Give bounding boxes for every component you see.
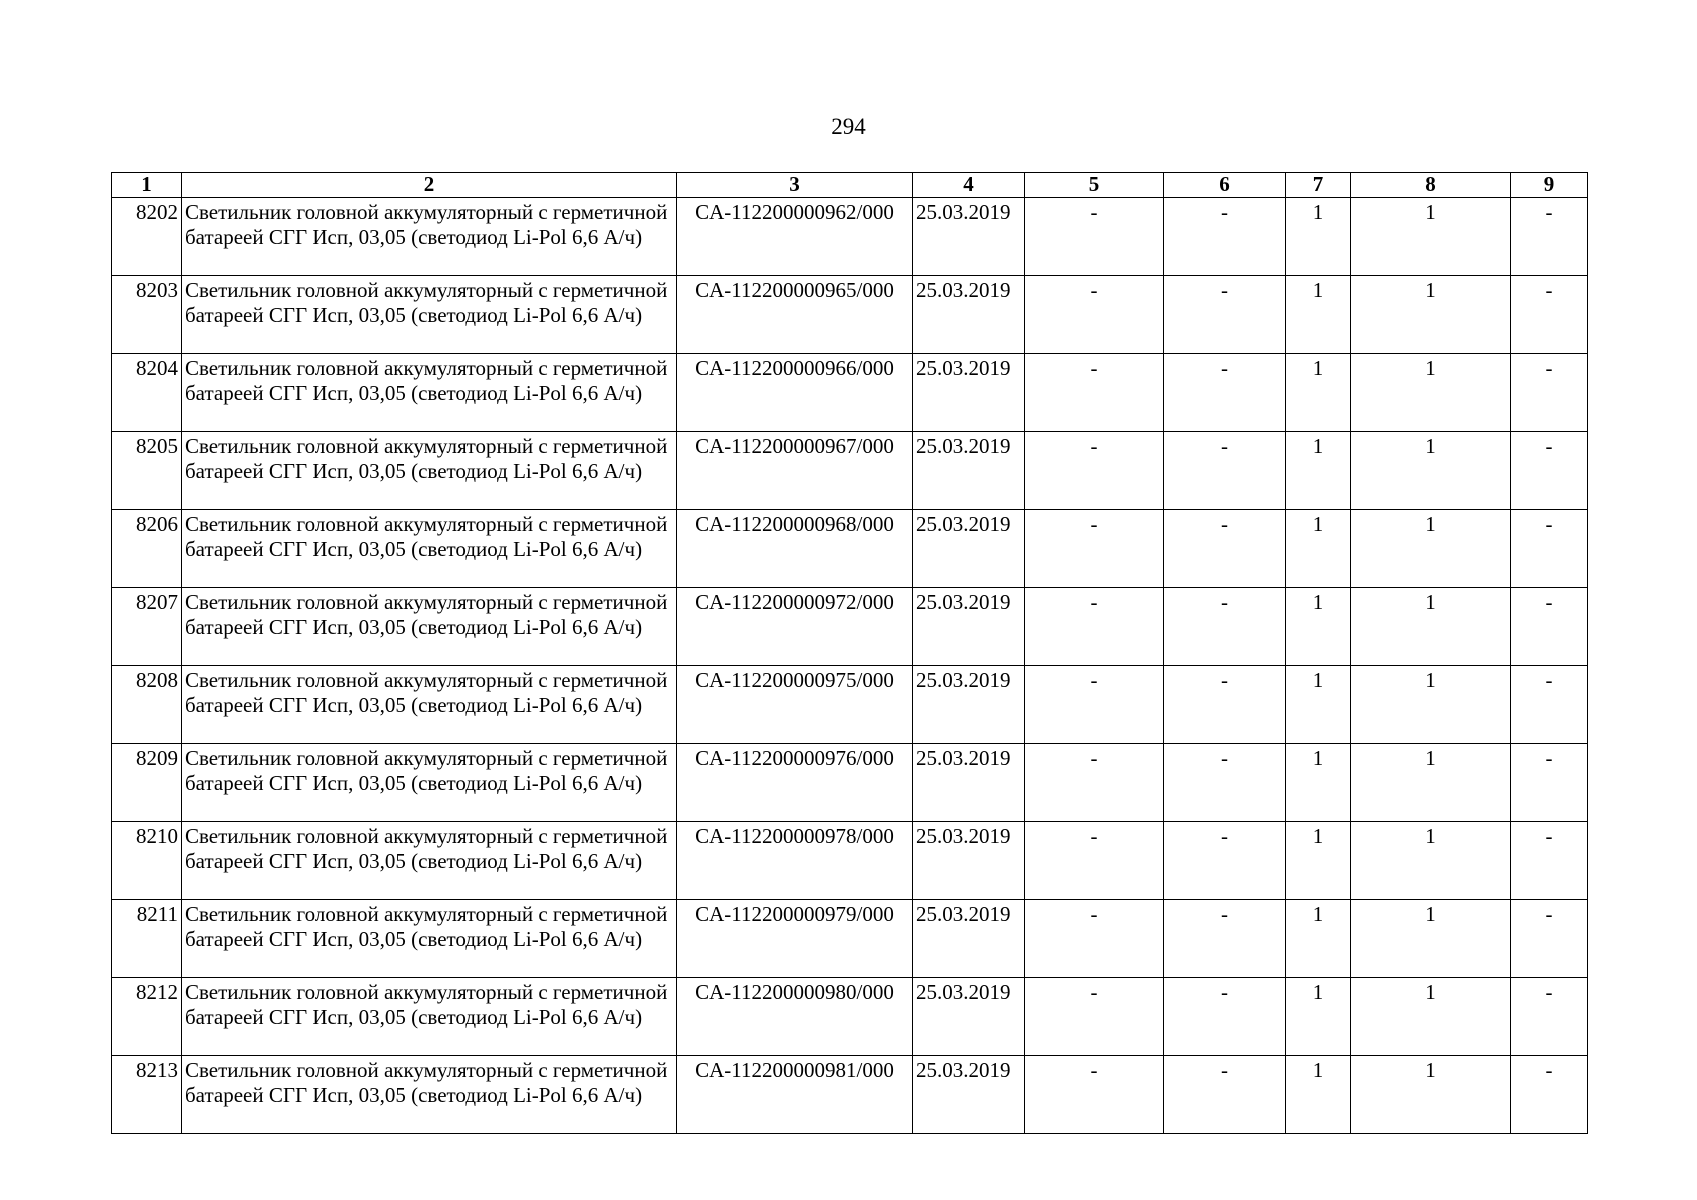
col6-cell: - — [1164, 978, 1286, 1056]
col7-cell: 1 — [1286, 432, 1351, 510]
col7-cell: 1 — [1286, 510, 1351, 588]
col8-cell: 1 — [1351, 510, 1511, 588]
date-cell: 25.03.2019 — [913, 1056, 1025, 1134]
header-cell: 3 — [677, 173, 913, 198]
col7-cell: 1 — [1286, 1056, 1351, 1134]
certificate-code-cell: CA-112200000980/000 — [677, 978, 913, 1056]
table-row — [112, 1056, 1588, 1134]
product-name-cell: Светильник головной аккумуляторный с герметичной батареей СГГ Исп, 03,05 (светодиод Li-Pol 6,6 А/ч) — [182, 432, 677, 510]
date-cell: 25.03.2019 — [913, 666, 1025, 744]
col5-cell: - — [1025, 900, 1164, 978]
col5-cell: - — [1025, 744, 1164, 822]
col7-cell: 1 — [1286, 978, 1351, 1056]
product-name-cell: Светильник головной аккумуляторный с герметичной батареей СГГ Исп, 03,05 (светодиод Li-Pol 6,6 А/ч) — [182, 510, 677, 588]
col6-cell: - — [1164, 588, 1286, 666]
col9-cell: - — [1511, 354, 1588, 432]
col6-cell: - — [1164, 432, 1286, 510]
col6-cell: - — [1164, 666, 1286, 744]
row-number-cell: 8202 — [112, 198, 182, 276]
product-name-cell: Светильник головной аккумуляторный с герметичной батареей СГГ Исп, 03,05 (светодиод Li-Pol 6,6 А/ч) — [182, 1056, 677, 1134]
row-number-cell: 8211 — [112, 900, 182, 978]
date-cell: 25.03.2019 — [913, 510, 1025, 588]
date-cell: 25.03.2019 — [913, 588, 1025, 666]
row-number-cell: 8213 — [112, 1056, 182, 1134]
date-cell: 25.03.2019 — [913, 900, 1025, 978]
header-cell: 1 — [112, 173, 182, 198]
header-cell: 8 — [1351, 173, 1511, 198]
page-number: 294 — [831, 114, 866, 139]
row-number-cell: 8210 — [112, 822, 182, 900]
col8-cell: 1 — [1351, 354, 1511, 432]
header-cell: 9 — [1511, 173, 1588, 198]
row-number-cell: 8206 — [112, 510, 182, 588]
col7-cell: 1 — [1286, 822, 1351, 900]
col7-cell: 1 — [1286, 744, 1351, 822]
col5-cell: - — [1025, 666, 1164, 744]
row-number-cell: 8203 — [112, 276, 182, 354]
col5-cell: - — [1025, 276, 1164, 354]
certificate-code-cell: CA-112200000966/000 — [677, 354, 913, 432]
row-number-cell: 8204 — [112, 354, 182, 432]
col9-cell: - — [1511, 588, 1588, 666]
col7-cell: 1 — [1286, 900, 1351, 978]
table-row — [112, 900, 1588, 978]
row-number-cell: 8205 — [112, 432, 182, 510]
product-name-cell: Светильник головной аккумуляторный с герметичной батареей СГГ Исп, 03,05 (светодиод Li-Pol 6,6 А/ч) — [182, 198, 677, 276]
certificate-code-cell: CA-112200000979/000 — [677, 900, 913, 978]
col6-cell: - — [1164, 354, 1286, 432]
table-row — [112, 276, 1588, 354]
col5-cell: - — [1025, 510, 1164, 588]
table-row — [112, 510, 1588, 588]
row-number-cell: 8212 — [112, 978, 182, 1056]
row-number-cell: 8207 — [112, 588, 182, 666]
date-cell: 25.03.2019 — [913, 354, 1025, 432]
certificate-code-cell: CA-112200000967/000 — [677, 432, 913, 510]
col7-cell: 1 — [1286, 276, 1351, 354]
header-cell: 4 — [913, 173, 1025, 198]
col8-cell: 1 — [1351, 1056, 1511, 1134]
header-cell: 7 — [1286, 173, 1351, 198]
date-cell: 25.03.2019 — [913, 432, 1025, 510]
col5-cell: - — [1025, 198, 1164, 276]
col7-cell: 1 — [1286, 666, 1351, 744]
col9-cell: - — [1511, 822, 1588, 900]
table-row — [112, 354, 1588, 432]
product-name-cell: Светильник головной аккумуляторный с герметичной батареей СГГ Исп, 03,05 (светодиод Li-Pol 6,6 А/ч) — [182, 354, 677, 432]
header-cell: 5 — [1025, 173, 1164, 198]
col9-cell: - — [1511, 198, 1588, 276]
col6-cell: - — [1164, 276, 1286, 354]
certificate-code-cell: CA-112200000981/000 — [677, 1056, 913, 1134]
col6-cell: - — [1164, 1056, 1286, 1134]
table-row — [112, 588, 1588, 666]
row-number-cell: 8208 — [112, 666, 182, 744]
product-name-cell: Светильник головной аккумуляторный с герметичной батареей СГГ Исп, 03,05 (светодиод Li-Pol 6,6 А/ч) — [182, 276, 677, 354]
header-row — [112, 173, 1588, 198]
col7-cell: 1 — [1286, 588, 1351, 666]
col9-cell: - — [1511, 276, 1588, 354]
col5-cell: - — [1025, 432, 1164, 510]
row-number-cell: 8209 — [112, 744, 182, 822]
date-cell: 25.03.2019 — [913, 822, 1025, 900]
col5-cell: - — [1025, 588, 1164, 666]
product-name-cell: Светильник головной аккумуляторный с герметичной батареей СГГ Исп, 03,05 (светодиод Li-Pol 6,6 А/ч) — [182, 822, 677, 900]
table-row — [112, 198, 1588, 276]
product-name-cell: Светильник головной аккумуляторный с герметичной батареей СГГ Исп, 03,05 (светодиод Li-Pol 6,6 А/ч) — [182, 588, 677, 666]
col9-cell: - — [1511, 744, 1588, 822]
col6-cell: - — [1164, 900, 1286, 978]
col6-cell: - — [1164, 744, 1286, 822]
col8-cell: 1 — [1351, 588, 1511, 666]
header-cell: 2 — [182, 173, 677, 198]
col8-cell: 1 — [1351, 900, 1511, 978]
col6-cell: - — [1164, 198, 1286, 276]
product-name-cell: Светильник головной аккумуляторный с герметичной батареей СГГ Исп, 03,05 (светодиод Li-Pol 6,6 А/ч) — [182, 900, 677, 978]
col5-cell: - — [1025, 822, 1164, 900]
col9-cell: - — [1511, 978, 1588, 1056]
col5-cell: - — [1025, 978, 1164, 1056]
table-row — [112, 666, 1588, 744]
col9-cell: - — [1511, 510, 1588, 588]
table-header — [112, 173, 1588, 198]
certificate-code-cell: CA-112200000965/000 — [677, 276, 913, 354]
col7-cell: 1 — [1286, 198, 1351, 276]
certificate-code-cell: CA-112200000972/000 — [677, 588, 913, 666]
header-cell: 6 — [1164, 173, 1286, 198]
col9-cell: - — [1511, 432, 1588, 510]
date-cell: 25.03.2019 — [913, 198, 1025, 276]
col9-cell: - — [1511, 1056, 1588, 1134]
col6-cell: - — [1164, 822, 1286, 900]
col5-cell: - — [1025, 354, 1164, 432]
table-body — [112, 198, 1588, 1134]
col8-cell: 1 — [1351, 198, 1511, 276]
product-name-cell: Светильник головной аккумуляторный с герметичной батареей СГГ Исп, 03,05 (светодиод Li-Pol 6,6 А/ч) — [182, 666, 677, 744]
col9-cell: - — [1511, 900, 1588, 978]
col8-cell: 1 — [1351, 822, 1511, 900]
certificate-code-cell: CA-112200000962/000 — [677, 198, 913, 276]
certificate-code-cell: CA-112200000978/000 — [677, 822, 913, 900]
certificate-code-cell: CA-112200000976/000 — [677, 744, 913, 822]
product-name-cell: Светильник головной аккумуляторный с герметичной батареей СГГ Исп, 03,05 (светодиод Li-Pol 6,6 А/ч) — [182, 744, 677, 822]
col5-cell: - — [1025, 1056, 1164, 1134]
certificate-code-cell: CA-112200000968/000 — [677, 510, 913, 588]
date-cell: 25.03.2019 — [913, 744, 1025, 822]
date-cell: 25.03.2019 — [913, 276, 1025, 354]
registry-table — [111, 172, 1588, 1134]
col9-cell: - — [1511, 666, 1588, 744]
table-row — [112, 822, 1588, 900]
table-row — [112, 978, 1588, 1056]
col8-cell: 1 — [1351, 666, 1511, 744]
table-row — [112, 432, 1588, 510]
product-name-cell: Светильник головной аккумуляторный с герметичной батареей СГГ Исп, 03,05 (светодиод Li-Pol 6,6 А/ч) — [182, 978, 677, 1056]
table-row — [112, 744, 1588, 822]
col8-cell: 1 — [1351, 744, 1511, 822]
col8-cell: 1 — [1351, 432, 1511, 510]
certificate-code-cell: CA-112200000975/000 — [677, 666, 913, 744]
col7-cell: 1 — [1286, 354, 1351, 432]
col6-cell: - — [1164, 510, 1286, 588]
col8-cell: 1 — [1351, 276, 1511, 354]
col8-cell: 1 — [1351, 978, 1511, 1056]
date-cell: 25.03.2019 — [913, 978, 1025, 1056]
